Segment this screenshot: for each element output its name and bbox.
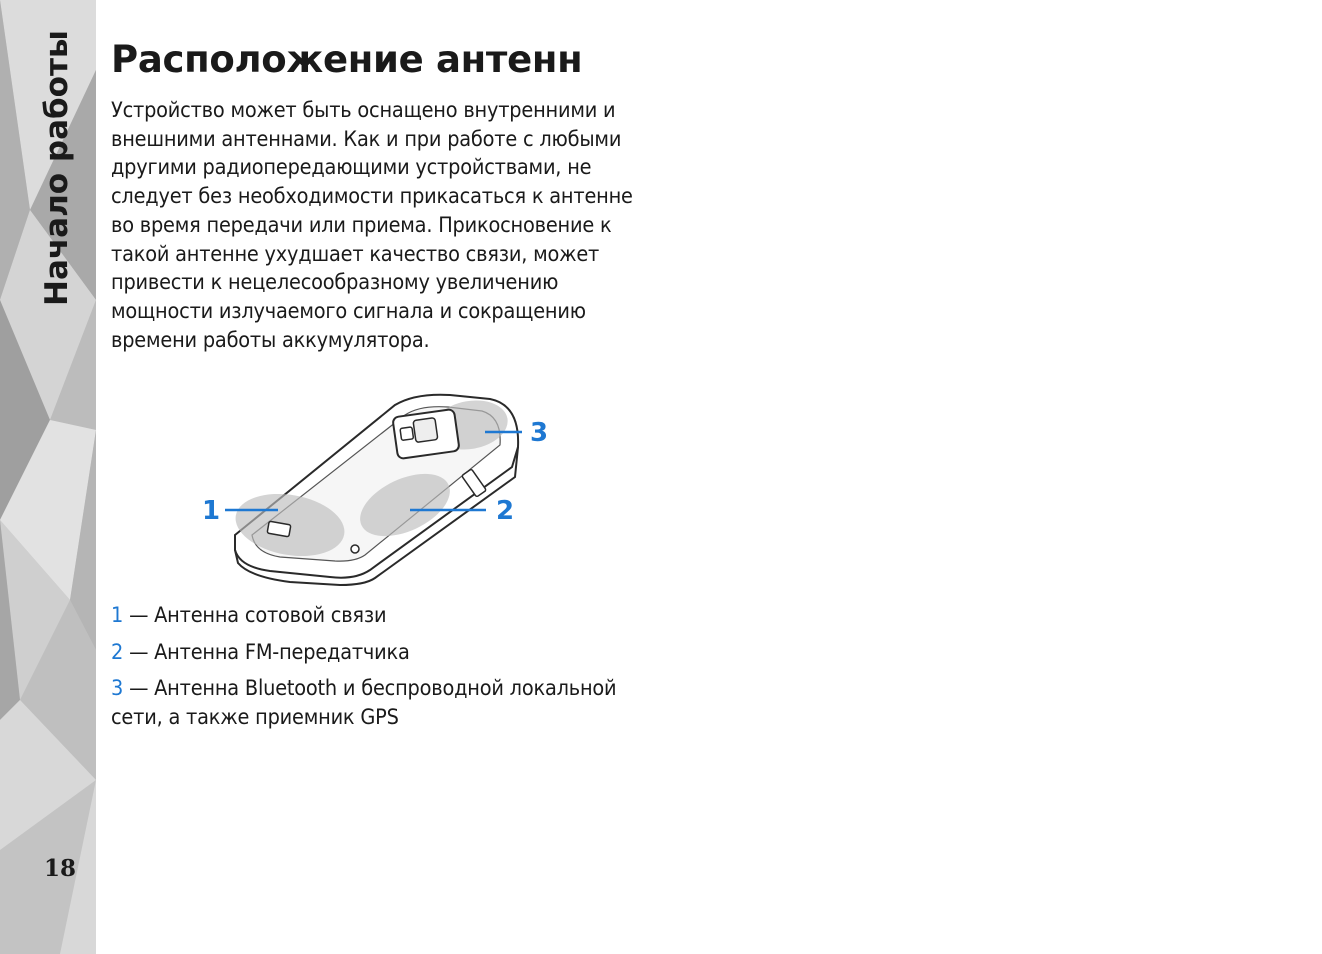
page-title: Расположение антенн (111, 38, 583, 81)
antenna-legend (111, 602, 651, 741)
legend-number: 2 (111, 639, 124, 665)
sidebar (0, 0, 96, 954)
legend-item-3 (111, 675, 651, 732)
legend-text: — Антенна FM-передатчика (129, 639, 410, 665)
camera-flash (400, 427, 414, 441)
section-label: Начало работы (39, 30, 75, 306)
legend-text: — Антенна сотовой связи (129, 603, 387, 628)
callout-3: 3 (530, 418, 549, 448)
body-paragraph: Устройство может быть оснащено внутренними и внешними антеннами. Как и при работе с любыми другими радиопередающими устройствами, не следует без необходимости прикасаться к антенне во время передачи или приема. Прикосновение к такой антенне ухудшает качество связи, может привести к нецелесообразному увеличению мощности излучаемого сигнала и сокращению времени работы аккумулятора. (111, 98, 633, 353)
legend-item-1 (111, 602, 651, 631)
legend-text: — Антенна Bluetooth и беспроводной локальной сети, а также приемник GPS (111, 676, 617, 731)
legend-number: 1 (111, 603, 124, 628)
legend-number: 3 (111, 676, 124, 702)
camera-lens (413, 418, 438, 443)
side-connector (351, 545, 359, 553)
legend-item-2 (111, 639, 651, 668)
phone-antenna-illustration (190, 385, 560, 590)
page-number: 18 (44, 855, 77, 882)
callout-1: 1 (202, 496, 221, 526)
callout-2: 2 (496, 496, 515, 526)
